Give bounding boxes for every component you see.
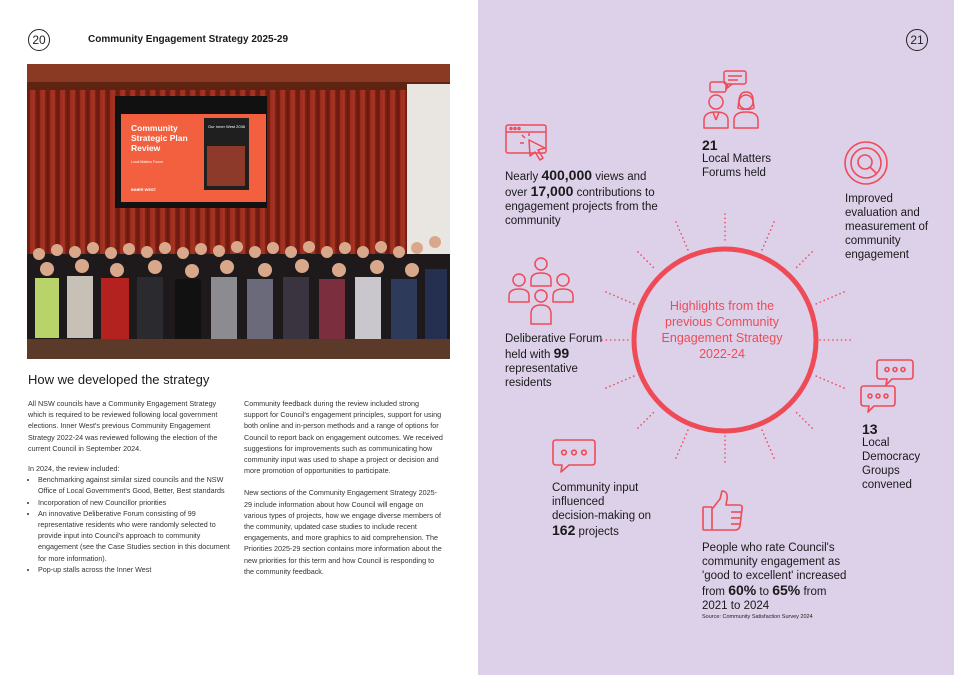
satisfaction-to: 65%: [772, 582, 801, 598]
forums-text: Local Matters Forums held: [702, 153, 772, 179]
review-bullet-list: [28, 474, 233, 575]
speech-bubble-icon: [551, 438, 597, 474]
views-mid: views and over: [505, 171, 647, 199]
people-chat-icon: [700, 70, 764, 130]
highlight-deliberative: [505, 332, 605, 390]
highlight-evaluation: Improved evaluation and measurement of community engagement: [845, 193, 929, 261]
deliberative-count: 99: [553, 345, 570, 361]
list-item: • Benchmarking against similar sized councils and the NSW Office of Local Government's Good, Better, Best standards: [38, 474, 233, 496]
crowd: [27, 236, 450, 359]
text-column-2: [244, 398, 444, 586]
satisfaction-mid: to: [756, 586, 773, 598]
satisfaction-pre: People who rate Council's community engagement as 'good to excellent' increased from: [702, 542, 847, 598]
democracy-text: Local Democracy Groups convened: [862, 437, 921, 491]
influence-pre: Community input influenced decision-making on: [552, 482, 652, 522]
page-number-left: 20: [28, 29, 50, 51]
highlight-satisfaction: [702, 541, 852, 613]
col2-paragraph-2: New sections of the Community Engagement Strategy 2025-29 include information about how Council will engage on various types of projects, how we engage diverse members of the community, updated case studies to include recent engagements, and more graphics to aid comprehension. The Priorities 2025-29 section contains more information about the new priorities for this term and how Council is responding to the community feedback.: [244, 488, 442, 576]
highlight-forums: [702, 138, 802, 180]
satisfaction-from: 60%: [728, 582, 757, 598]
col1-paragraph-2: In 2024, the review included:: [28, 464, 120, 474]
contributions-count: 17,000: [530, 183, 574, 199]
screen-side-text: Our Inner West 2036: [208, 124, 246, 129]
thumbs-up-icon: [701, 489, 745, 533]
list-item: • An innovative Deliberative Forum consisting of 99 representative residents who were randomly selected to provide input into Council's approach to community engagement (see the Case Studies section in this document for more information).: [38, 508, 233, 564]
col2-paragraph-1: Community feedback during the review included strong support for Council's engagement principles, support for using both online and in-person methods and a range of options for Council to report back on engagement outcomes. We received suggestions for improvements such as communicating how community input was used to shape a project or decision and more promotion of opportunities to participate.: [244, 399, 443, 476]
col1-paragraph-1: All NSW councils have a Community Engagement Strategy which is required to be reviewed following local government elections. Inner West's previous Community Engagement Strategy 2022-24 was reviewed following the election of the current Council in September 2024.: [28, 399, 218, 453]
speech-bubbles-icon: [860, 358, 914, 414]
highlight-democracy: [862, 422, 947, 492]
influence-post: projects: [575, 526, 619, 538]
views-pre: Nearly: [505, 171, 542, 183]
highlights-center-title: Highlights from the previous Community Engagement Strategy 2022-24: [661, 299, 783, 361]
screen-logo: INNER WEST: [131, 187, 157, 192]
screen-title-line2: Strategic Plan: [131, 133, 188, 143]
democracy-count: 13: [862, 421, 878, 437]
forum-photo: [27, 64, 450, 359]
deliberative-pre: Deliberative Forum held with: [505, 333, 603, 361]
text-column-1: [28, 398, 233, 575]
screen-title-line1: Community: [131, 123, 178, 133]
views-count: 400,000: [541, 167, 593, 183]
header-title: Community Engagement Strategy 2025-29: [88, 34, 289, 45]
highlight-influence: [552, 481, 652, 539]
influence-count: 162: [552, 522, 576, 538]
group-people-icon: [505, 256, 577, 328]
forum-photo-illustration: [27, 64, 450, 359]
views-post: contributions to engagement projects from the community: [505, 187, 658, 227]
target-magnifier-icon: [843, 140, 889, 186]
page-number-right: 21: [906, 29, 928, 51]
satisfaction-post: from 2021 to 2024: [702, 586, 827, 612]
screen-title-line3: Review: [131, 143, 161, 153]
forums-count: 21: [702, 137, 718, 153]
list-item: • Incorporation of new Councillor priorities: [38, 497, 233, 508]
deliberative-post: representative residents: [505, 363, 578, 389]
list-item: • Pop-up stalls across the Inner West: [38, 564, 233, 575]
web-click-icon: [505, 124, 553, 162]
highlight-views: [505, 168, 670, 228]
section-heading: How we developed the strategy: [28, 372, 210, 387]
source-note: Source: Community Satisfaction Survey 2024: [702, 614, 813, 620]
screen-subtitle: Local Matters Forum: [131, 160, 164, 164]
